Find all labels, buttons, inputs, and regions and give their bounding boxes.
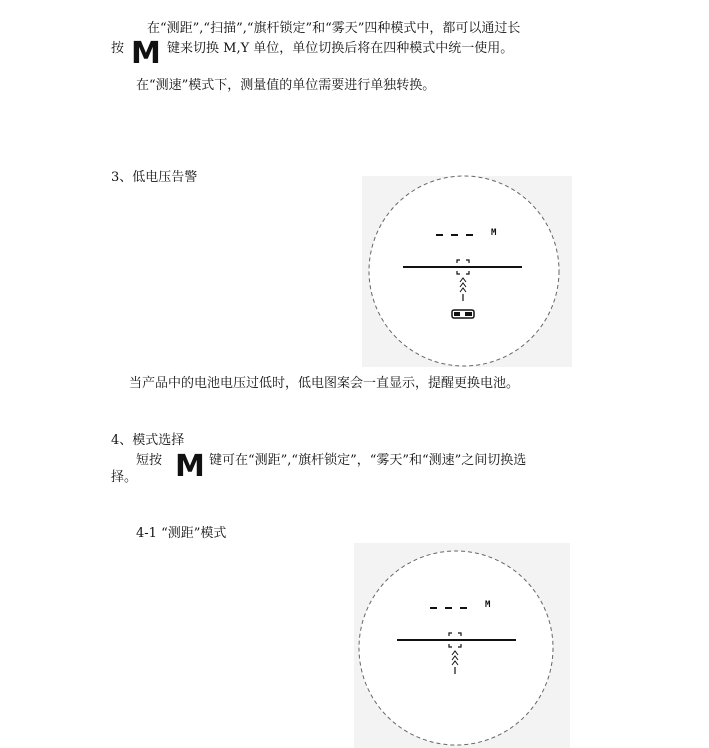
reticle-circle (369, 176, 559, 366)
low-battery-icon (452, 310, 474, 318)
ranging-mode-reticle-display (354, 543, 570, 748)
m-key-icon: M (175, 449, 204, 484)
ranging-mode-heading: 4-1 “测距”模式 (136, 526, 227, 541)
m-key-icon: M (131, 36, 160, 71)
section3-heading: 3、低电压告警 (111, 170, 198, 185)
units-paragraph-line2-suffix: 键来切换 M,Y 单位，单位切换后将在四种模式中统一使用。 (167, 41, 514, 56)
low-voltage-description: 当产品中的电池电压过低时，低电图案会一直显示，提醒更换电池。 (129, 376, 520, 391)
speed-mode-note: 在“测速”模式下，测量值的单位需要进行单独转换。 (136, 78, 436, 93)
distance-placeholder-dashes (436, 234, 473, 236)
section4-heading: 4、模式选择 (111, 433, 185, 448)
display-unit-label: M (485, 600, 491, 610)
display-unit-label: M (491, 228, 497, 238)
low-voltage-reticle-display (362, 176, 572, 367)
distance-placeholder-dashes (430, 607, 467, 609)
mode-select-line1-suffix: 键可在“测距”,“旗杆锁定”，“雾天”和“测速”之间切换选 (209, 453, 527, 468)
mode-select-line2: 择。 (111, 470, 138, 485)
units-paragraph-line2-prefix: 按 (111, 41, 125, 56)
units-paragraph-line1: 在“测距”,“扫描”,“旗杆锁定”和“雾天”四种模式中，都可以通过长 (147, 21, 521, 36)
mode-select-line1-prefix: 短按 (136, 453, 163, 468)
reticle-circle (359, 551, 553, 745)
